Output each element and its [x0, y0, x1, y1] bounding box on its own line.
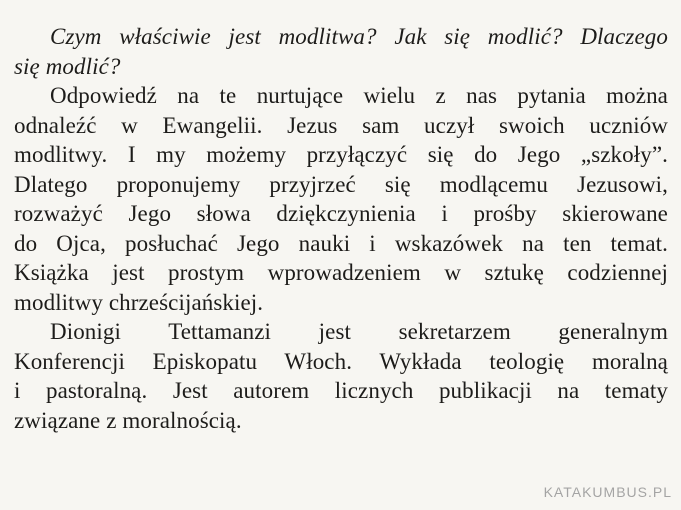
paragraph-line: modlitwy chrześcijańskiej. — [14, 289, 264, 315]
paragraph-line: do Ojca, posłuchać Jego nauki i wskazówek na ten temat. — [14, 230, 668, 256]
paragraph-line: Książka jest prostym wprowadzeniem w sztukę codziennej — [14, 260, 668, 285]
author-paragraph-line: i pastoralną. Jest autorem licznych publikacji na tematy — [14, 378, 668, 403]
paragraph-line: odnaleźć w Ewangelii. Jezus sam uczył swoich uczniów — [14, 112, 668, 138]
author-paragraph-line: związane z moralnością. — [14, 407, 242, 433]
paragraph-line: rozważyć Jego słowa dziękczynienia i prośby skierowane — [14, 201, 668, 226]
text-block — [14, 22, 668, 435]
intro-question-line: Czym właściwie jest modlitwa? Jak się modlić? Dlaczego — [50, 24, 668, 49]
author-paragraph-line: Dionigi Tettamanzi jest sekretarzem generalnym — [50, 319, 668, 344]
watermark: KATAKUMBUS.PL — [543, 484, 672, 500]
paragraph-line: Odpowiedź na te nurtujące wielu z nas pytania można — [50, 83, 668, 108]
author-paragraph-line: Konferencji Episkopatu Włoch. Wykłada teologię moralną — [14, 348, 668, 374]
paragraph-line: Dlatego proponujemy przyjrzeć się modlącemu Jezusowi, — [14, 171, 668, 197]
paragraph-line: modlitwy. I my możemy przyłączyć się do Jego „szkoły”. — [14, 142, 668, 167]
intro-question-line: się modlić? — [14, 53, 121, 79]
